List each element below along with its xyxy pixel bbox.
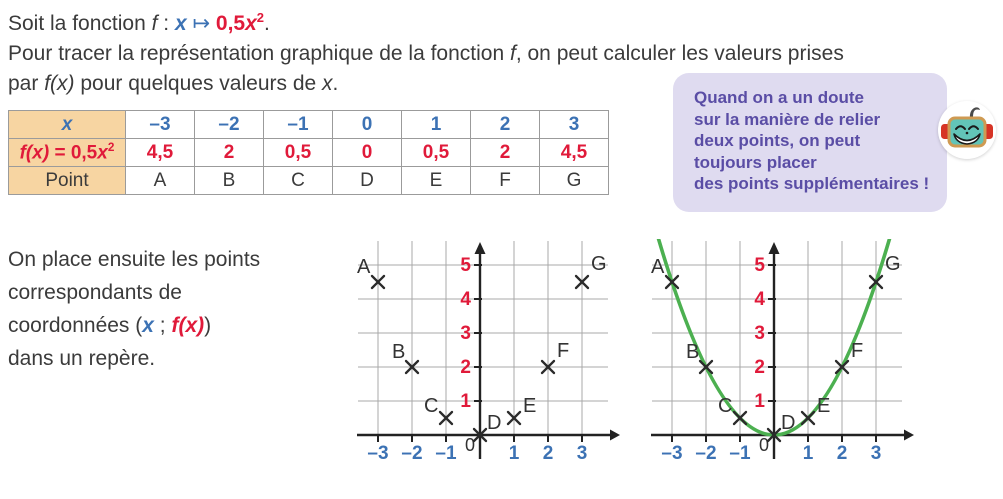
svg-text:A: A xyxy=(357,256,371,278)
svg-text:A: A xyxy=(651,256,665,278)
svg-text:E: E xyxy=(817,395,831,417)
placement-line-2: correspondants de xyxy=(8,281,182,304)
callout-line: Quand on a un doute xyxy=(694,88,864,107)
svg-text:1: 1 xyxy=(460,391,471,412)
svg-text:5: 5 xyxy=(754,255,765,276)
svg-text:5: 5 xyxy=(460,255,471,276)
table-cell: 0 xyxy=(333,111,402,139)
svg-text:0: 0 xyxy=(464,435,475,455)
svg-text:–3: –3 xyxy=(367,443,389,464)
callout-line: toujours placer xyxy=(694,152,817,172)
table-row-fx xyxy=(9,139,609,167)
svg-text:B: B xyxy=(686,341,700,363)
placement-line-4: dans un repère. xyxy=(8,347,156,370)
svg-text:–3: –3 xyxy=(661,443,683,464)
placement-line-1: On place ensuite les points xyxy=(8,248,261,271)
table-cell: E xyxy=(402,167,471,195)
svg-text:1: 1 xyxy=(802,443,814,464)
table-cell: –3 xyxy=(126,111,195,139)
intro-line-3: par f(x) pour quelques valeurs de x. xyxy=(8,72,339,95)
table-cell: 1 xyxy=(402,111,471,139)
svg-text:3: 3 xyxy=(754,323,765,344)
intro-line-2: Pour tracer la représentation graphique de la fonction f, on peut calculer les valeurs prises xyxy=(8,42,844,65)
placement-paragraph xyxy=(8,243,328,375)
table-cell: F xyxy=(471,167,540,195)
svg-text:D: D xyxy=(781,412,796,434)
svg-text:3: 3 xyxy=(460,323,471,344)
svg-text:2: 2 xyxy=(460,357,471,378)
callout-line: des points supplémentaires ! xyxy=(694,174,930,193)
table-cell: 4,5 xyxy=(126,139,195,167)
placement-line-3: coordonnées (x ; f(x)) xyxy=(8,314,212,337)
coordinate-grid-points xyxy=(352,239,632,499)
svg-text:C: C xyxy=(424,395,439,417)
svg-text:0: 0 xyxy=(758,435,769,455)
svg-text:F: F xyxy=(557,340,570,362)
table-cell: 0,5 xyxy=(264,139,333,167)
svg-text:3: 3 xyxy=(576,443,588,464)
svg-text:2: 2 xyxy=(754,357,765,378)
svg-text:–2: –2 xyxy=(401,443,423,464)
tip-callout xyxy=(673,73,947,212)
table-cell: A xyxy=(126,167,195,195)
svg-text:G: G xyxy=(591,253,607,275)
table-cell: 4,5 xyxy=(540,139,609,167)
robot-mascot-badge xyxy=(938,101,996,159)
callout-line: sur la manière de relier xyxy=(694,109,881,129)
table-cell: –1 xyxy=(264,111,333,139)
svg-text:–1: –1 xyxy=(435,443,457,464)
svg-text:–1: –1 xyxy=(729,443,751,464)
svg-text:B: B xyxy=(392,341,406,363)
svg-text:2: 2 xyxy=(542,443,554,464)
table-cell: B xyxy=(195,167,264,195)
row-header-fx: $f(x) = 0,5x^2$ xyxy=(9,139,126,167)
table-cell: D xyxy=(333,167,402,195)
svg-text:4: 4 xyxy=(460,289,471,310)
svg-text:1: 1 xyxy=(754,391,765,412)
values-table xyxy=(8,110,609,195)
svg-text:F: F xyxy=(851,340,864,362)
table-cell: –2 xyxy=(195,111,264,139)
table-cell: 2 xyxy=(471,139,540,167)
svg-text:1: 1 xyxy=(508,443,520,464)
table-row-point xyxy=(9,167,609,195)
table-row-x xyxy=(9,111,609,139)
svg-text:C: C xyxy=(718,395,733,417)
table-cell: C xyxy=(264,167,333,195)
svg-text:G: G xyxy=(885,253,901,275)
callout-line: deux points, on peut xyxy=(694,131,861,150)
table-cell: 2 xyxy=(195,139,264,167)
robot-mascot-icon xyxy=(938,101,996,159)
table-cell: 0 xyxy=(333,139,402,167)
table-cell: G xyxy=(540,167,609,195)
svg-text:3: 3 xyxy=(870,443,882,464)
coordinate-grid-parabola xyxy=(646,239,926,499)
function-definition-line: Soit la fonction f : x ↦ $0,5x^2$. xyxy=(8,10,270,35)
table-cell: 0,5 xyxy=(402,139,471,167)
svg-text:D: D xyxy=(487,412,502,434)
table-cell: 2 xyxy=(471,111,540,139)
row-header-point: Point xyxy=(9,167,126,195)
svg-text:–2: –2 xyxy=(695,443,717,464)
svg-text:4: 4 xyxy=(754,289,765,310)
svg-text:2: 2 xyxy=(836,443,848,464)
svg-text:E: E xyxy=(523,395,537,417)
row-header-x: x xyxy=(9,111,126,139)
table-cell: 3 xyxy=(540,111,609,139)
